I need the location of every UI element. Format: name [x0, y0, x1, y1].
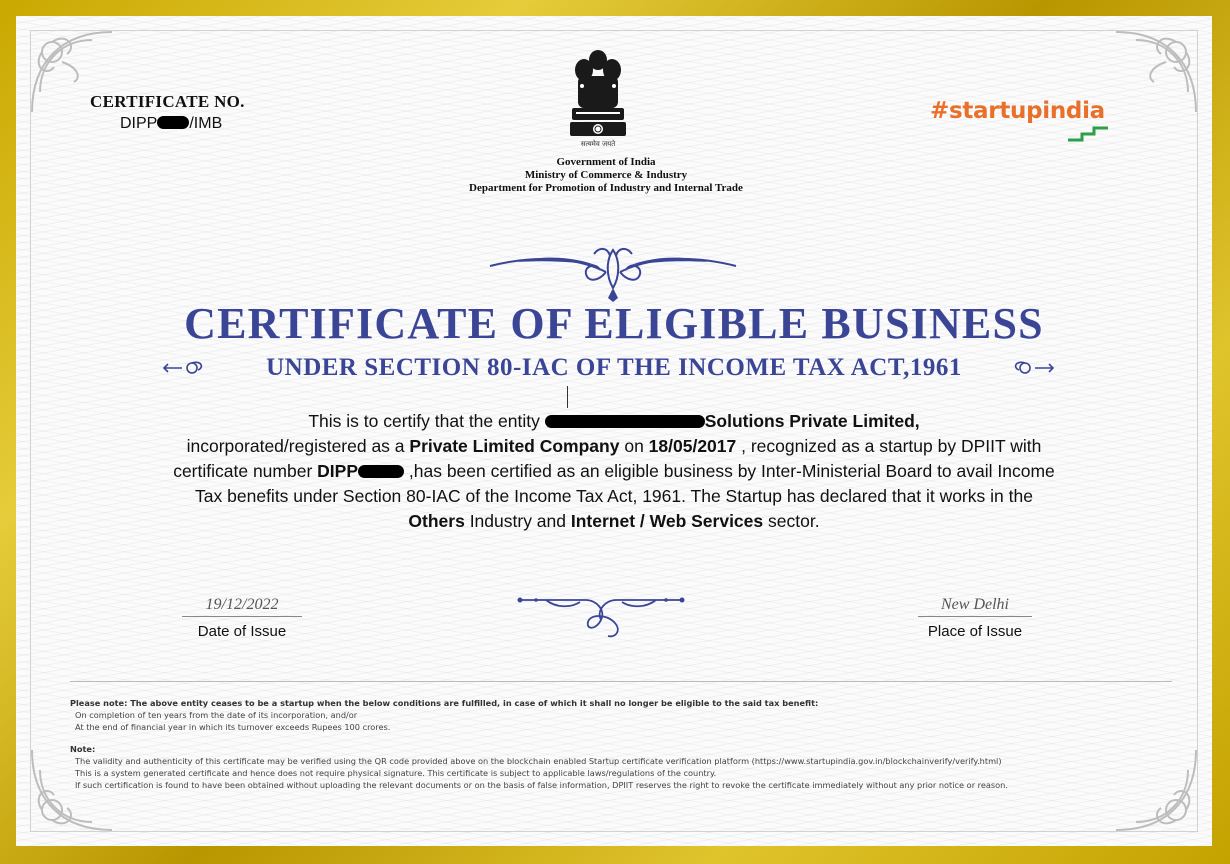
issue-place-label: Place of Issue	[927, 623, 1023, 640]
sector: Internet / Web Services	[570, 511, 764, 531]
body-text-segment: sector.	[763, 511, 820, 531]
certificate-title: CERTIFICATE OF ELIGIBLE BUSINESS	[184, 299, 1044, 348]
issue-date-value: 19/12/2022	[182, 596, 302, 617]
note-heading: Note:	[70, 744, 96, 754]
incorporation-date: 18/05/2017	[648, 436, 737, 456]
certificate-page	[16, 16, 1212, 846]
dpiit-certificate-number: DIPP	[317, 461, 359, 481]
bottom-flourish-icon	[516, 590, 686, 640]
certificate-number-suffix: /IMB	[189, 115, 223, 132]
steps-icon	[1068, 126, 1108, 142]
note-item: If such certification is found to have been obtained without uploading the relevant documents or on the basis of false information, DPIIT reserves the right to revoke the certificate immediately without any prior notice or reason.	[75, 780, 1008, 790]
national-emblem-icon	[562, 46, 634, 142]
certificate-number-value	[90, 115, 290, 133]
note-item: This is a system generated certificate and hence does not require physical signature. This certificate is subject to applicable laws/regulations of the country.	[75, 768, 717, 778]
certificate-number-block	[90, 92, 290, 133]
issuing-authority	[406, 156, 806, 195]
top-flourish-icon	[488, 232, 738, 304]
certificate-number-prefix: DIPP	[120, 115, 158, 132]
national-motto: सत्यमेव जयते	[580, 140, 616, 148]
government-line: Government of India	[556, 156, 656, 168]
startup-india-logo	[930, 98, 1130, 148]
condition-item: On completion of ten years from the date of its incorporation, and/or	[75, 710, 358, 720]
condition-item: At the end of financial year in which its turnover exceeds Rupees 100 crores.	[75, 722, 391, 732]
date-of-issue-block	[182, 596, 302, 640]
text-cursor-mark	[567, 386, 568, 408]
notes-section	[70, 697, 1180, 791]
entity-name: Solutions Private Limited,	[704, 411, 920, 431]
issue-place-value: New Delhi	[918, 596, 1032, 617]
startup-india-logo-text: #startupindia	[930, 98, 1105, 124]
redaction-mark	[157, 116, 189, 129]
issue-date-label: Date of Issue	[197, 623, 287, 640]
company-type: Private Limited Company	[409, 436, 620, 456]
body-text-segment: This is to certify that the entity	[308, 411, 545, 431]
body-text-segment: on	[619, 436, 649, 456]
notes-divider	[70, 681, 1172, 682]
note-item: The validity and authenticity of this certificate may be verified using the QR code provided above on the blockchain enabled Startup certificate verification platform (https://www.startupindia.gov.in/blockchainverify/verify.html)	[75, 756, 1002, 766]
certificate-subtitle: UNDER SECTION 80-IAC OF THE INCOME TAX ACT,1961	[266, 354, 962, 381]
ministry-line: Ministry of Commerce & Industry	[524, 169, 688, 181]
department-line: Department for Promotion of Industry and Internal Trade	[469, 182, 743, 194]
subtitle-ornament-icon	[1011, 358, 1055, 378]
please-note-heading: Please note: The above entity ceases to be a startup when the below conditions are fulfilled, in case of which it shall no longer be eligible to the said tax benefit:	[70, 698, 819, 708]
body-text-segment: , recognized as a startup by DPIIT with certificate number	[173, 436, 1042, 481]
industry: Others	[408, 511, 465, 531]
place-of-issue-block	[918, 596, 1032, 640]
redaction-mark	[545, 415, 705, 428]
certificate-number-label: CERTIFICATE NO.	[90, 92, 245, 111]
body-text-segment: ,has been certified as an eligible business by Inter-Ministerial Board to avail Income Tax benefits under Section 80-IAC of the Income Tax Act, 1961. The Startup has declared that it works in the	[195, 461, 1055, 506]
redaction-mark	[358, 465, 404, 478]
certificate-body	[166, 409, 1062, 534]
body-text-segment: incorporated/registered as a	[186, 436, 410, 456]
body-text-segment: Industry and	[464, 511, 571, 531]
